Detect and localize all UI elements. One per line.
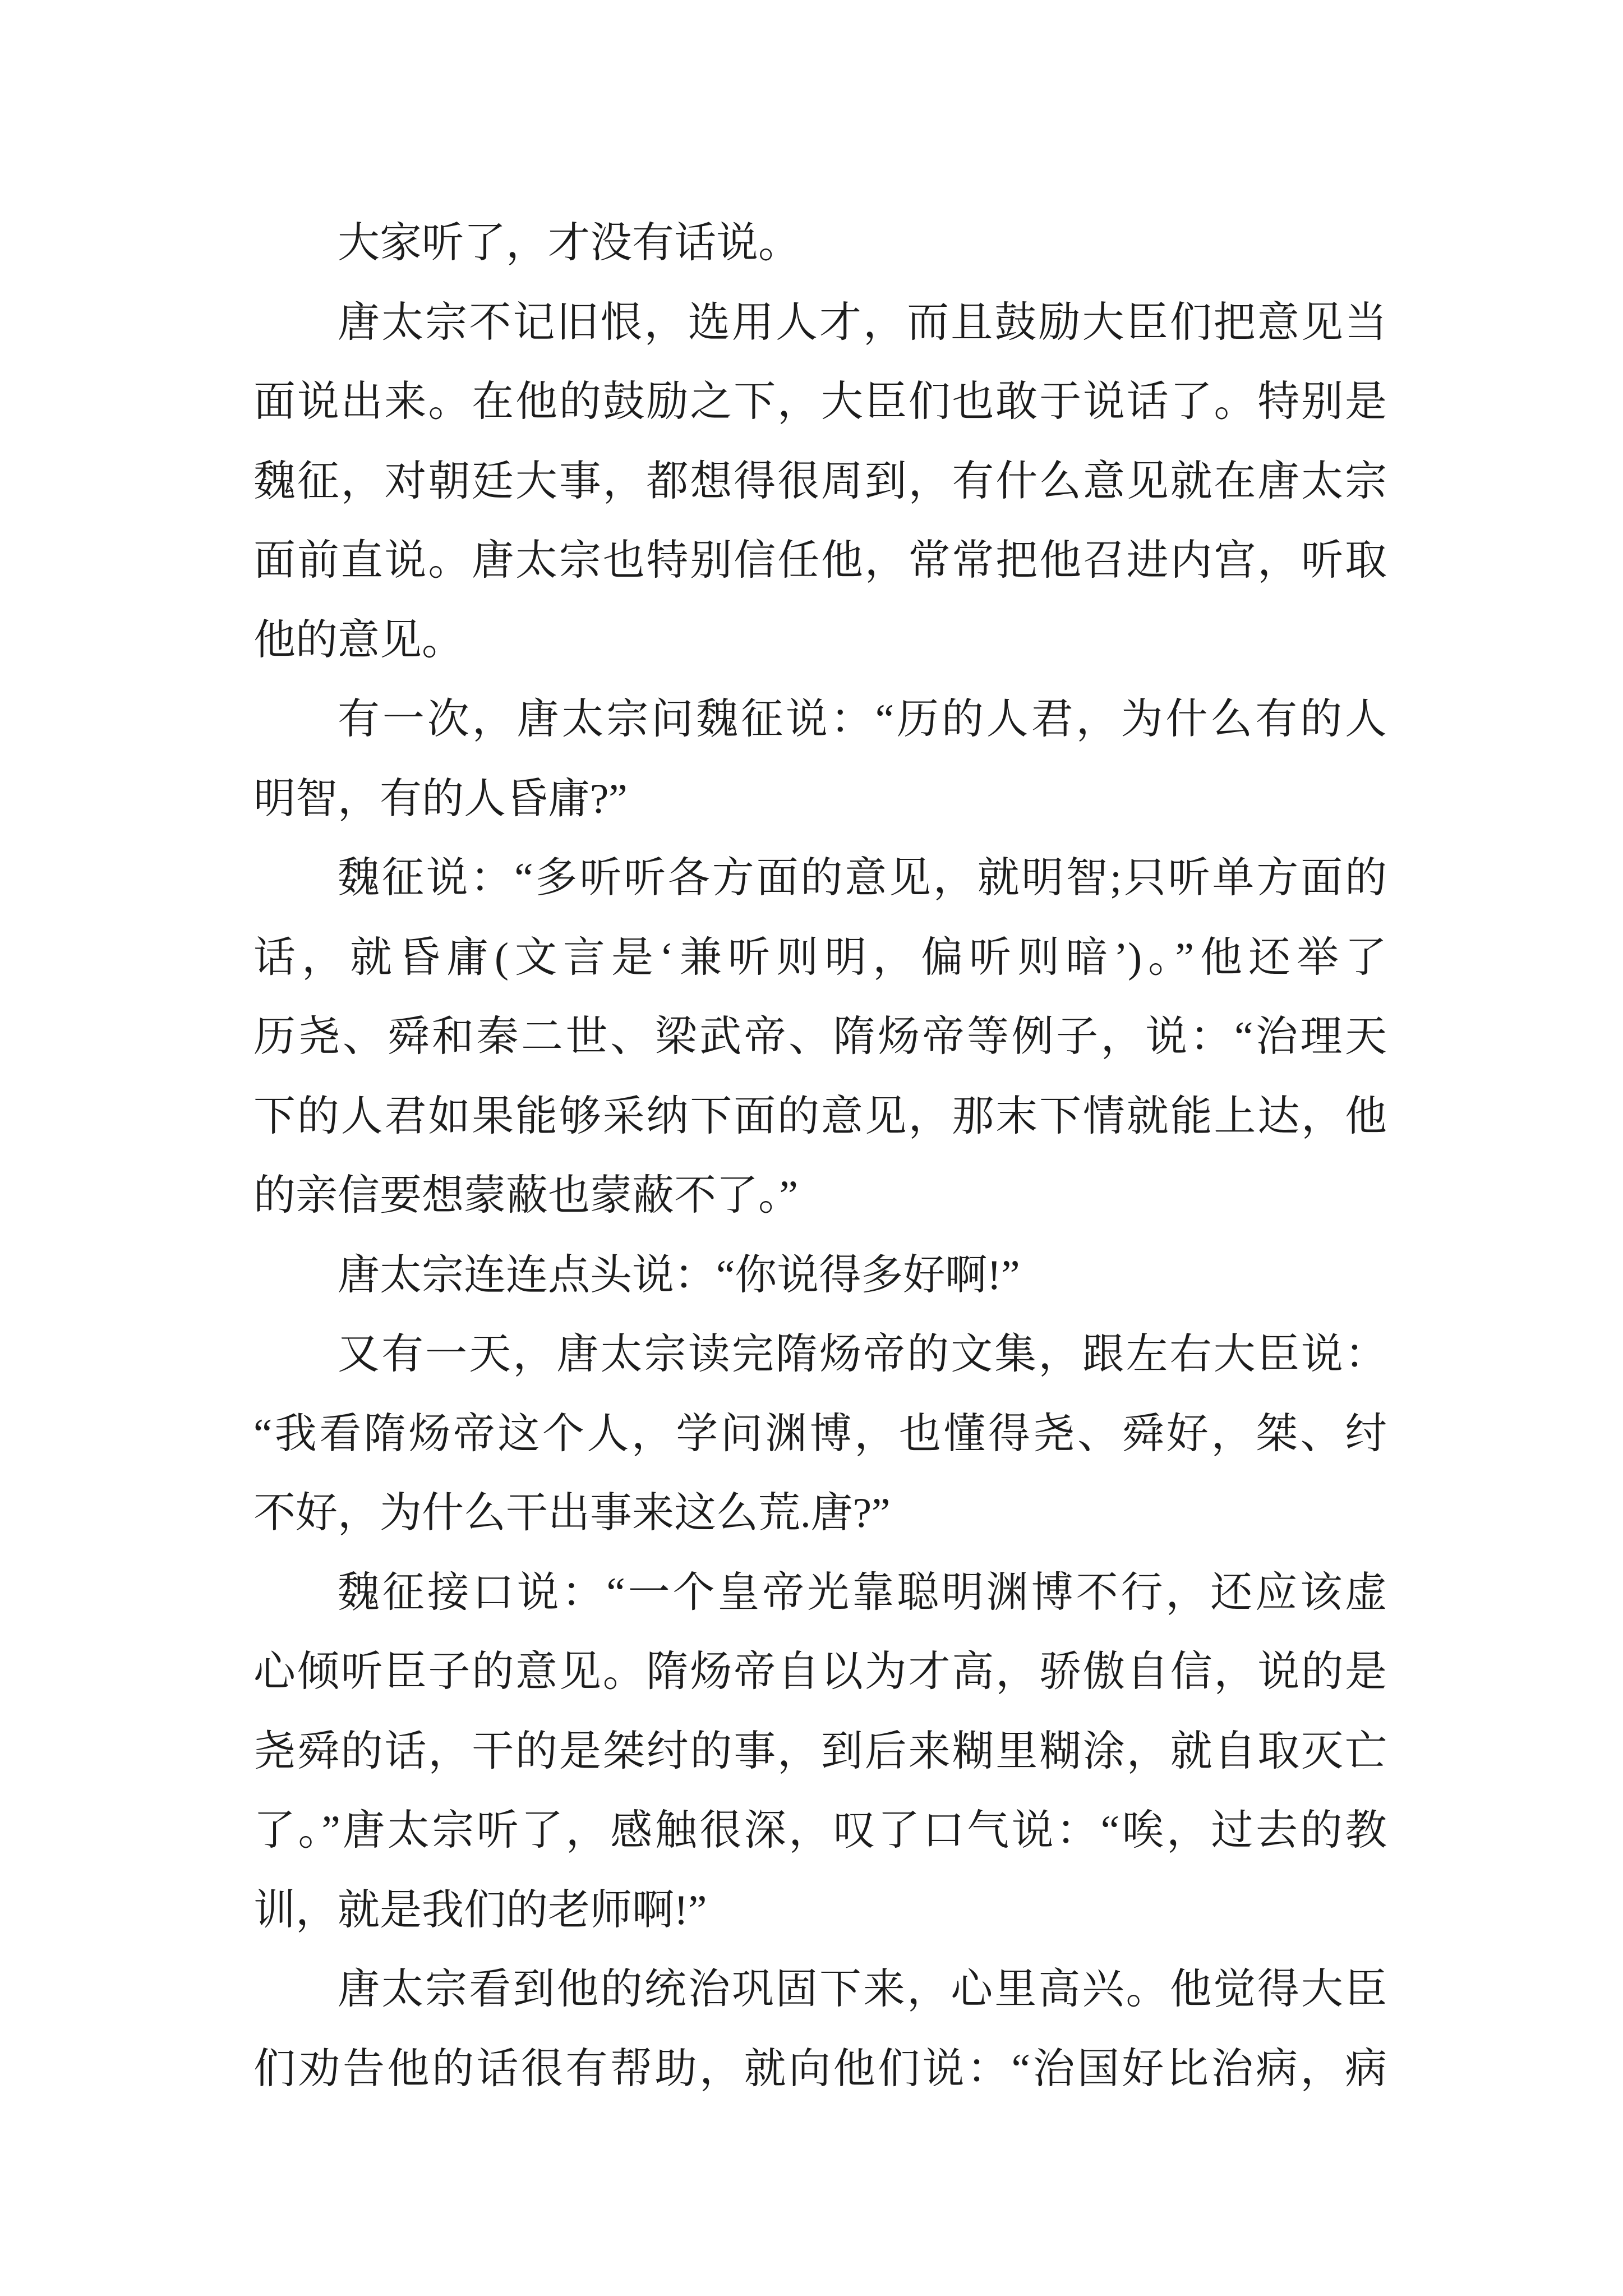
paragraph-line: 有一次，唐太宗问魏征说：“历的人君，为什么有的人: [338, 696, 1387, 743]
paragraph-line: 大家听了，才没有话说。: [338, 220, 801, 266]
body-text: [253, 204, 1387, 2109]
paragraph-line: 唐太宗不记旧恨，选用人才，而且鼓励大臣们把意见当: [338, 299, 1387, 346]
paragraph-line: 的亲信要想蒙蔽也蒙蔽不了。”: [253, 1172, 798, 1219]
paragraph-line: 了。”唐太宗听了，感触很深，叹了口气说：“唉，过去的教: [253, 1807, 1387, 1854]
paragraph-line: “我看隋炀帝这个人，学问渊博，也懂得尧、舜好，桀、纣: [253, 1410, 1387, 1457]
paragraph: [253, 1553, 1387, 1950]
paragraph: [253, 204, 1387, 283]
paragraph: [253, 839, 1387, 1236]
paragraph-line: 训，就是我们的老师啊!”: [253, 1887, 707, 1934]
paragraph-line: 魏征接口说：“一个皇帝光靠聪明渊博不行，还应该虚: [338, 1569, 1387, 1616]
paragraph-line: 魏征，对朝廷大事，都想得很周到，有什么意见就在唐太宗: [253, 458, 1387, 505]
paragraph-line: 又有一天，唐太宗读完隋炀帝的文集，跟左右大臣说：: [338, 1331, 1387, 1378]
paragraph-line: 下的人君如果能够采纳下面的意见，那末下情就能上达，他: [253, 1093, 1387, 1140]
paragraph-line: 面前直说。唐太宗也特别信任他，常常把他召进内宫，听取: [253, 537, 1387, 584]
paragraph-line: 们劝告他的话很有帮助，就向他们说：“治国好比治病，病: [253, 2045, 1387, 2092]
paragraph-line: 他的意见。: [253, 616, 464, 664]
paragraph-line: 明智，有的人昏庸?”: [253, 775, 628, 822]
paragraph-line: 魏征说：“多听听各方面的意见，就明智;只听单方面的: [338, 855, 1387, 901]
paragraph: [253, 1236, 1387, 1315]
paragraph: [253, 1315, 1387, 1553]
paragraph: [253, 1950, 1387, 2109]
paragraph-line: 话，就昏庸(文言是‘兼听则明，偏听则暗’)。”他还举了: [253, 934, 1387, 981]
paragraph: [253, 680, 1387, 839]
paragraph-line: 尧舜的话，干的是桀纣的事，到后来糊里糊涂，就自取灭亡: [253, 1728, 1387, 1775]
paragraph-line: 唐太宗连连点头说：“你说得多好啊!”: [338, 1251, 1020, 1299]
paragraph-line: 历尧、舜和秦二世、梁武帝、隋炀帝等例子，说：“治理天: [253, 1014, 1387, 1060]
paragraph-line: 不好，为什么干出事来这么荒.唐?”: [253, 1490, 891, 1536]
paragraph-line: 心倾听臣子的意见。隋炀帝自以为才高，骄傲自信，说的是: [253, 1649, 1387, 1695]
paragraph-line: 唐太宗看到他的统治巩固下来，心里高兴。他觉得大臣: [338, 1966, 1387, 2013]
paragraph: [253, 283, 1387, 680]
paragraph-line: 面说出来。在他的鼓励之下，大臣们也敢于说话了。特别是: [253, 379, 1387, 425]
